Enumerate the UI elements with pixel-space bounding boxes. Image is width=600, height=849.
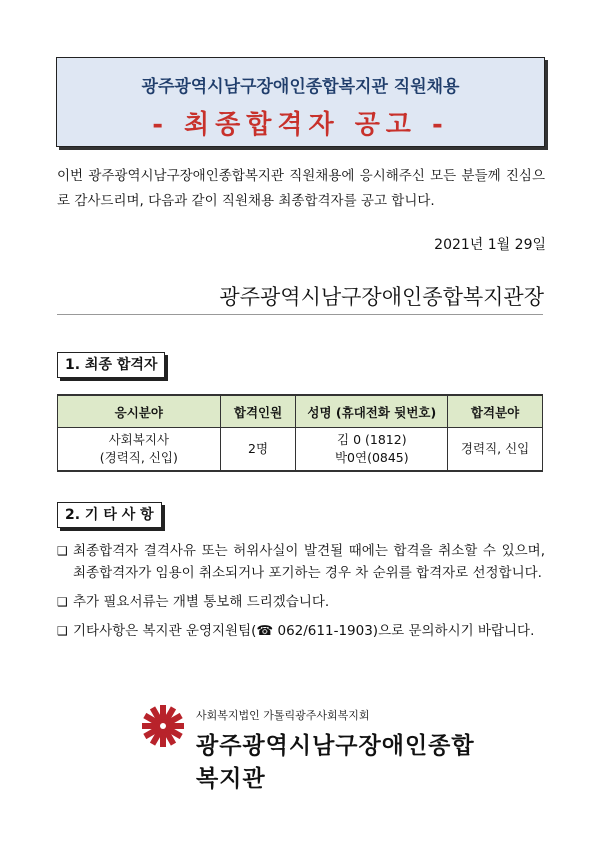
column-header-pass-field: 합격분야 (448, 395, 543, 428)
cell-names (296, 428, 448, 472)
cell-field-line1: 사회복지사 (108, 432, 169, 447)
header-subtitle: - 최종합격자 공고 - (152, 110, 449, 140)
column-header-field: 응시분야 (58, 395, 221, 428)
header-title: 광주광역시남구장애인종합복지관 직원채용 (141, 77, 460, 97)
notes-list (57, 540, 545, 649)
intro-text: 이번 광주광역시남구장애인종합복지관 직원채용에 응시해주신 모든 분들께 진심으로 감사드리며, 다음과 같이 직원채용 최종합격자를 공고 합니다. (57, 168, 545, 209)
list-item (57, 620, 545, 642)
table-header-row (58, 395, 543, 428)
announcement-date: 2021년 1월 29일 (434, 237, 546, 253)
footer-org-name: 광주광역시남구장애인종합복지관 (196, 733, 475, 792)
section-other-notes-title: 2. 기 타 사 항 (57, 502, 162, 528)
cell-field-line2: (경력직, 신입) (99, 450, 178, 465)
results-table (57, 394, 543, 472)
table-row (58, 428, 543, 472)
footer-subtitle: 사회복지법인 가톨릭광주사회복지회 (196, 709, 370, 722)
signature-divider (57, 314, 543, 315)
cell-field (58, 428, 221, 472)
checkbox-bullet-icon: ❑ (57, 624, 68, 638)
checkbox-bullet-icon: ❑ (57, 544, 68, 558)
charity-emblem-icon (140, 703, 186, 749)
header-box (56, 57, 545, 147)
note-text: 추가 필요서류는 개별 통보해 드리겠습니다. (73, 594, 330, 610)
cell-count: 2명 (220, 428, 296, 472)
checkbox-bullet-icon: ❑ (57, 595, 68, 609)
list-item (57, 591, 545, 613)
list-item (57, 540, 545, 584)
cell-pass-field: 경력직, 신입 (448, 428, 543, 472)
organization-signature: 광주광역시남구장애인종합복지관장 (219, 285, 544, 309)
candidate-name-2: 박0연(0845) (334, 450, 409, 465)
candidate-name-1: 김 0 (1812) (337, 432, 407, 447)
note-text: 최종합격자 결격사유 또는 허위사실이 발견될 때에는 합격을 취소할 수 있으며, 최종합격자가 임용이 취소되거나 포기하는 경우 차 순위를 합격자로 선정합니다. (73, 543, 545, 581)
column-header-count: 합격인원 (220, 395, 296, 428)
column-header-name: 성명 (휴대전화 뒷번호) (296, 395, 448, 428)
footer-logo (140, 703, 480, 792)
note-text: 기타사항은 복지관 운영지원팀(☎ 062/611-1903)으로 문의하시기 바랍니다. (73, 623, 535, 639)
section-final-candidates-title: 1. 최종 합격자 (57, 352, 165, 378)
